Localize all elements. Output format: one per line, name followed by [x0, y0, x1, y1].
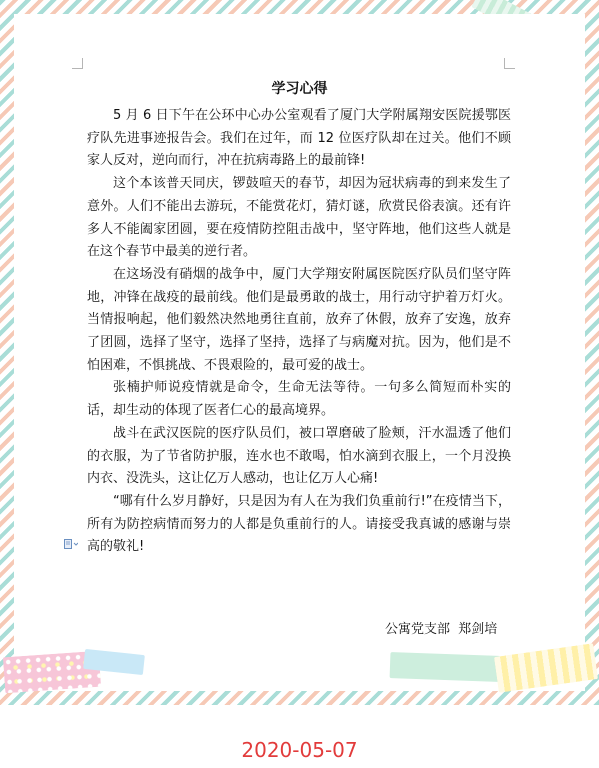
margin-corner-mark-left [72, 58, 83, 69]
document-body [87, 105, 511, 559]
paragraph: 在这场没有硝烟的战争中，厦门大学翔安附属医院医疗队员们坚守阵地，冲锋在战疫的最前线。他们是最勇敢的战士，用行动守护着万灯火。当情报响起，他们毅然决然地勇往直前，放弃了休假，放弃了安逸，放弃了团圆，选择了坚守，选择了坚持，选择了与病魔对抗。因为，他们是不怕困难，不惧挑战、不畏艰险的，最可爱的战士。 [87, 266, 511, 373]
paragraph: 张楠护师说疫情就是命令，生命无法等待。一句多么简短而朴实的话，却生动的体现了医者仁心的最高境界。 [87, 380, 511, 419]
document-title: 学习心得 [271, 81, 328, 97]
paragraph: “哪有什么岁月静好，只是因为有人在为我们负重前行!”在疫情当下，所有为防控病情而努力的人都是负重前行的人。请接受我真诚的感谢与崇高的敬礼! [87, 493, 511, 555]
paragraph: 这个本该普天同庆，锣鼓喧天的春节，却因为冠状病毒的到来发生了意外。人们不能出去游玩，不能赏花灯，猜灯谜，欣赏民俗表演。还有许多人不能阖家团圆，要在疫情防控阻击战中，坚守阵地，他们这些人就是在这个春节中最美的逆行者。 [87, 176, 511, 260]
clipboard-icon[interactable] [64, 539, 78, 552]
date-stamp: 2020-05-07 [241, 738, 358, 762]
washi-tape-bottom-middle [390, 652, 501, 682]
paragraph: 5 月 6 日下午在公环中心办公室观看了厦门大学附属翔安医院援鄂医疗队先进事迹报告会。我们在过年，而 12 位医疗队却在过关。他们不顾家人反对，逆向而行，冲在抗病毒路上的最前锋! [87, 108, 511, 169]
margin-corner-mark-right [504, 58, 515, 69]
paragraph: 战斗在武汉医院的医疗队员们，被口罩磨破了脸颊，汗水温透了他们的衣服，为了节省防护服，连水也不敢喝，怕水滴到衣服上，一个月没换内衣、没洗头，这让亿万人感动，也让亿万人心痛! [87, 425, 511, 487]
signature: 公寓党支部 郑剑培 [385, 622, 498, 637]
